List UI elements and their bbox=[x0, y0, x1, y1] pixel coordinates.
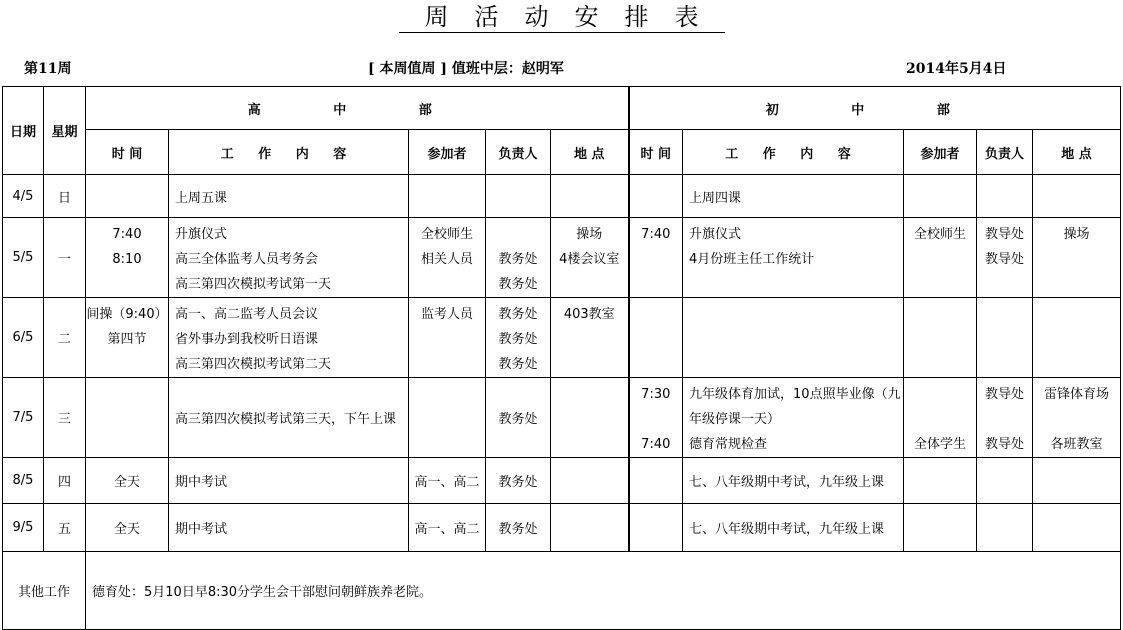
hs-content-cell: 期中考试 bbox=[169, 504, 409, 552]
ms-owner-cell bbox=[977, 218, 1033, 298]
hs-owner-line: 教务处 bbox=[498, 252, 538, 267]
hs-owner-line: 教务处 bbox=[498, 277, 538, 292]
junior-section-header: 初 中 部 bbox=[629, 87, 1121, 130]
ms-content-cell bbox=[683, 378, 904, 458]
ms-content-cell bbox=[683, 218, 904, 298]
ms-time-cell bbox=[629, 504, 683, 552]
ms-place-cell bbox=[1033, 175, 1121, 218]
ms-place-cell bbox=[1033, 504, 1121, 552]
ms-participants-cell bbox=[904, 298, 977, 378]
hs-content-cell bbox=[169, 218, 409, 298]
hs-participants-line: 相关人员 bbox=[420, 252, 473, 267]
ms-owner-line: 教导处 bbox=[985, 252, 1025, 267]
hs-owner-cell: 教务处 bbox=[486, 458, 551, 504]
hs-participants-cell bbox=[409, 175, 486, 218]
ms-owner-cell bbox=[977, 175, 1033, 218]
ms-participants-line bbox=[904, 382, 976, 407]
page-title bbox=[0, 0, 1123, 40]
hs-content-cell: 高三第四次模拟考试第三天，下午上课 bbox=[169, 378, 409, 458]
hs-participants-line: 全校师生 bbox=[420, 227, 473, 242]
ms-time-line: 7:40 bbox=[641, 437, 671, 452]
row-weekday: 四 bbox=[44, 458, 86, 504]
hs-content-cell: 上周五课 bbox=[169, 175, 409, 218]
ms-content-line: 九年级体育加试，10点照毕业像（九 bbox=[689, 387, 901, 402]
ms-participants-cell bbox=[904, 504, 977, 552]
ms-time-line: 7:40 bbox=[641, 227, 671, 242]
hs-time-line: 第四节 bbox=[107, 332, 147, 347]
hs-time-cell: 全天 bbox=[86, 458, 169, 504]
hs-content-header: 工 作 内 容 bbox=[169, 130, 409, 175]
table-row bbox=[3, 458, 1121, 504]
week-number: 第11周 bbox=[24, 61, 72, 77]
ms-content-line: 年级停课一天） bbox=[689, 412, 781, 427]
row-date: 5/5 bbox=[3, 218, 44, 298]
ms-place-header: 地 点 bbox=[1033, 130, 1121, 175]
hs-place-line: 403教室 bbox=[563, 307, 615, 322]
row-weekday: 一 bbox=[44, 218, 86, 298]
hs-content-line: 高三第四次模拟考试第二天 bbox=[175, 357, 332, 372]
hs-participants-cell: 高一、高二 bbox=[409, 504, 486, 552]
row-date: 4/5 bbox=[3, 175, 44, 218]
ms-owner-line: 教导处 bbox=[985, 227, 1025, 242]
table-row bbox=[3, 175, 1121, 218]
ms-owner-line bbox=[977, 407, 1032, 432]
ms-content-header: 工 作 内 容 bbox=[683, 130, 904, 175]
schedule-date: 2014年5月4日 bbox=[906, 61, 1007, 77]
hs-owner-line: 教务处 bbox=[498, 307, 538, 322]
ms-content-line: 升旗仪式 bbox=[689, 227, 742, 242]
hs-content-line: 高三全体监考人员考务会 bbox=[175, 252, 319, 267]
row-weekday: 三 bbox=[44, 378, 86, 458]
ms-time-cell bbox=[629, 298, 683, 378]
ms-participants-cell bbox=[904, 458, 977, 504]
ms-content-cell: 上周四课 bbox=[683, 175, 904, 218]
ms-participants-cell bbox=[904, 218, 977, 298]
ms-participants-line bbox=[904, 407, 976, 432]
hs-owner-cell bbox=[486, 298, 551, 378]
ms-place-line bbox=[1033, 407, 1120, 432]
other-work-text: 德育处：5月10日早8:30分学生会干部慰问朝鲜族养老院。 bbox=[86, 552, 1121, 630]
ms-content-cell bbox=[683, 298, 904, 378]
hs-participants-cell bbox=[409, 378, 486, 458]
hs-time-header: 时 间 bbox=[86, 130, 169, 175]
row-weekday: 日 bbox=[44, 175, 86, 218]
hs-owner-line: 教务处 bbox=[498, 332, 538, 347]
hs-content-cell bbox=[169, 298, 409, 378]
row-weekday: 五 bbox=[44, 504, 86, 552]
hs-place-cell bbox=[551, 218, 629, 298]
hs-time-line: 间操（9:40） bbox=[86, 307, 168, 322]
ms-participants-cell bbox=[904, 378, 977, 458]
ms-participants-cell bbox=[904, 175, 977, 218]
ms-participants-line: 全体学生 bbox=[914, 437, 967, 452]
ms-owner-cell bbox=[977, 378, 1033, 458]
hs-content-line: 高一、高二监考人员会议 bbox=[175, 307, 319, 322]
schedule-rows bbox=[3, 175, 1121, 552]
ms-content-line: 4月份班主任工作统计 bbox=[689, 252, 815, 267]
hs-owner-cell bbox=[486, 175, 551, 218]
hs-place-cell bbox=[551, 175, 629, 218]
ms-owner-line: 教导处 bbox=[985, 387, 1025, 402]
ms-place-line: 操场 bbox=[1063, 227, 1090, 242]
ms-owner-cell bbox=[977, 458, 1033, 504]
ms-content-line: 德育常规检查 bbox=[689, 437, 768, 452]
hs-content-line: 高三第四次模拟考试第一天 bbox=[175, 277, 332, 292]
hs-owner-line bbox=[486, 222, 550, 247]
hs-place-line: 4楼会议室 bbox=[559, 252, 620, 267]
hs-place-cell bbox=[551, 378, 629, 458]
hs-time-cell bbox=[86, 175, 169, 218]
row-date: 8/5 bbox=[3, 458, 44, 504]
ms-participants-header: 参加者 bbox=[904, 130, 977, 175]
hs-owner-cell bbox=[486, 218, 551, 298]
hs-place-cell bbox=[551, 504, 629, 552]
col-date-header: 日期 bbox=[3, 87, 44, 175]
ms-place-cell bbox=[1033, 458, 1121, 504]
ms-place-line: 雷锋体育场 bbox=[1044, 387, 1110, 402]
other-work-label: 其他工作 bbox=[3, 552, 86, 630]
hs-content-line: 升旗仪式 bbox=[175, 227, 228, 242]
hs-time-cell bbox=[86, 218, 169, 298]
hs-owner-header: 负责人 bbox=[486, 130, 551, 175]
hs-place-cell bbox=[551, 298, 629, 378]
ms-participants-line: 全校师生 bbox=[914, 227, 967, 242]
ms-place-cell bbox=[1033, 378, 1121, 458]
ms-time-header: 时 间 bbox=[629, 130, 683, 175]
hs-time-cell bbox=[86, 378, 169, 458]
ms-place-line: 各班教室 bbox=[1050, 437, 1103, 452]
row-date: 7/5 bbox=[3, 378, 44, 458]
hs-time-line: 8:10 bbox=[112, 252, 142, 267]
hs-place-header: 地 点 bbox=[551, 130, 629, 175]
ms-time-cell bbox=[629, 175, 683, 218]
hs-participants-header: 参加者 bbox=[409, 130, 486, 175]
ms-time-line bbox=[630, 407, 683, 432]
hs-owner-cell: 教务处 bbox=[486, 378, 551, 458]
ms-time-line: 7:30 bbox=[641, 387, 671, 402]
hs-place-cell bbox=[551, 458, 629, 504]
row-date: 6/5 bbox=[3, 298, 44, 378]
table-row bbox=[3, 504, 1121, 552]
row-weekday: 二 bbox=[44, 298, 86, 378]
title-text: 周活动安排表 bbox=[399, 2, 725, 33]
ms-owner-cell bbox=[977, 298, 1033, 378]
ms-time-cell bbox=[629, 218, 683, 298]
ms-time-cell bbox=[629, 458, 683, 504]
hs-content-line: 省外事办到我校听日语课 bbox=[175, 332, 319, 347]
hs-participants-line: 监考人员 bbox=[420, 307, 473, 322]
ms-owner-header: 负责人 bbox=[977, 130, 1033, 175]
hs-participants-cell: 高一、高二 bbox=[409, 458, 486, 504]
ms-time-cell bbox=[629, 378, 683, 458]
col-weekday-header: 星期 bbox=[44, 87, 86, 175]
hs-owner-cell: 教务处 bbox=[486, 504, 551, 552]
ms-owner-line: 教导处 bbox=[985, 437, 1025, 452]
hs-time-cell bbox=[86, 298, 169, 378]
hs-time-cell: 全天 bbox=[86, 504, 169, 552]
ms-place-cell bbox=[1033, 298, 1121, 378]
ms-content-cell: 七、八年级期中考试，九年级上课 bbox=[683, 504, 904, 552]
hs-place-line: 操场 bbox=[576, 227, 603, 242]
hs-participants-cell bbox=[409, 298, 486, 378]
ms-owner-cell bbox=[977, 504, 1033, 552]
hs-content-cell: 期中考试 bbox=[169, 458, 409, 504]
hs-owner-line: 教务处 bbox=[498, 357, 538, 372]
table-row bbox=[3, 378, 1121, 458]
duty-officer: [ 本周值周 ] 值班中层：赵明军 bbox=[368, 61, 564, 77]
senior-section-header: 高 中 部 bbox=[86, 87, 629, 130]
row-date: 9/5 bbox=[3, 504, 44, 552]
hs-time-line: 7:40 bbox=[112, 227, 142, 242]
ms-content-cell: 七、八年级期中考试，九年级上课 bbox=[683, 458, 904, 504]
table-row bbox=[3, 298, 1121, 378]
hs-participants-cell bbox=[409, 218, 486, 298]
table-row bbox=[3, 218, 1121, 298]
ms-place-cell bbox=[1033, 218, 1121, 298]
schedule-table bbox=[2, 86, 1121, 630]
